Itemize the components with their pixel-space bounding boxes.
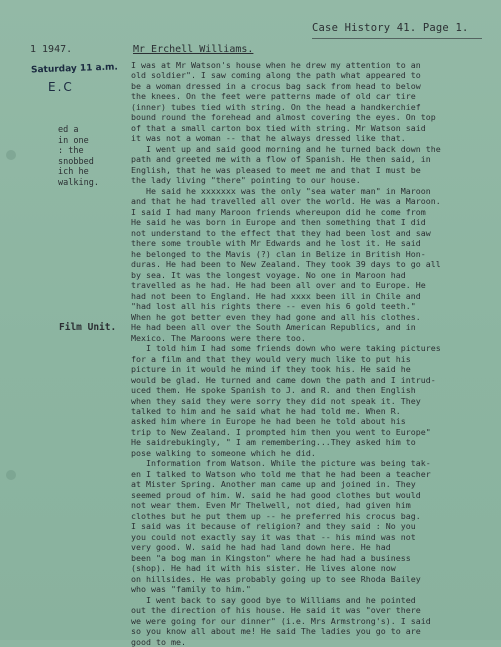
- body-line: out the direction of his house. He said it was "over there: [131, 605, 421, 616]
- body-line: Mexico. The Maroons were there too.: [131, 332, 306, 343]
- body-line: He said he was born in Europe and then something that I did: [131, 217, 426, 228]
- body-line: He had been all over the South American Republics, and in: [131, 322, 416, 333]
- body-line: not understand to the effect that they had been lost and saw: [131, 227, 431, 238]
- body-line: seemed proud of him. W. said he had good clothes but would: [131, 489, 421, 500]
- body-line: so you know all about me! He said The ladies you go to are: [131, 626, 421, 637]
- body-line: of that a small carton box tied with string. Mr Watson said: [131, 122, 426, 133]
- body-line: and that he had travelled all over the world. He was a Maroon.: [131, 196, 441, 207]
- body-line: would be glad. He turned and came down the path and I intrud-: [131, 374, 436, 385]
- header-underline: [312, 38, 482, 39]
- film-unit-heading: Film Unit.: [59, 322, 117, 333]
- body-line: talked to him and he said what he had told me. When R.: [131, 405, 401, 416]
- document-title: Mr Erchell Williams.: [133, 44, 254, 55]
- body-line: it was not a woman -- that he always dressed like that.: [131, 133, 406, 144]
- body-line: trip to New Zealand. I prompted him then you went to Europe": [131, 426, 431, 437]
- body-line: travelled as he had. He had been all over and to Europe. He: [131, 280, 426, 291]
- body-line: at Mister Spring. Another man came up and joined in. They: [131, 479, 416, 490]
- body-line: path and greeted me with a flow of Spanish. He then said, in: [131, 154, 431, 165]
- punch-hole: [6, 470, 16, 480]
- body-line: I told him I had some friends down who were taking pictures: [131, 343, 441, 354]
- body-line: he belonged to the Mavis (?) clan in Belize in British Hon-: [131, 248, 426, 259]
- body-line: on hillsides. He was probably going up to see Rhoda Bailey: [131, 573, 421, 584]
- body-line: English, that he was pleased to meet me and that I must be: [131, 164, 421, 175]
- body-line: I went back to say good bye to Williams and he pointed: [131, 594, 416, 605]
- body-line: by sea. It was the longest voyage. No one in Maroon had: [131, 269, 406, 280]
- body-line: we were going for our dinner" (i.e. Mrs Armstrong's). I said: [131, 615, 431, 626]
- body-line: (shop). He had it with his sister. He lives alone now: [131, 563, 396, 574]
- body-line: had not been to England. He had xxxx been ill in Chile and: [131, 290, 421, 301]
- body-line: duras. He had been to New Zealand. They took 39 days to go all: [131, 259, 441, 270]
- body-line: bound round the forehead and almost covering the eyes. On top: [131, 112, 436, 123]
- body-line: the knees. On the feet were patterns made of old car tire: [131, 91, 416, 102]
- body-line: en I talked to Watson who told me that he had been a teacher: [131, 468, 431, 479]
- body-line: I was at Mr Watson's house when he drew my attention to an: [131, 60, 421, 70]
- body-line: good to me.: [131, 636, 186, 647]
- body-line: asked him where in Europe he had been he told about his: [131, 416, 406, 427]
- body-line: be a woman dressed in a crocus bag sack from head to below: [131, 80, 421, 91]
- document-date: 1 1947.: [30, 44, 73, 55]
- body-line: you could not exactly say it was that -- his mind was not: [131, 531, 416, 542]
- body-text: [131, 60, 493, 647]
- body-line: when they said they were sorry they did not speak it. They: [131, 395, 421, 406]
- body-line: Information from Watson. While the picture was being tak-: [131, 458, 431, 469]
- case-reference: Case History 41. Page 1.: [312, 22, 469, 34]
- punch-hole: [6, 150, 16, 160]
- body-line: I said I had many Maroon friends whereupon did he come from: [131, 206, 426, 217]
- body-line: not wear them. Even Mr Thelwell, not died, had given him: [131, 500, 411, 511]
- body-line: He saidrebukingly, " I am remembering...They asked him to: [131, 437, 416, 448]
- body-line: the lady living "there" pointing to our house.: [131, 175, 361, 186]
- body-line: I said was it because of religion? and they said : No you: [131, 521, 416, 532]
- body-line: He said he xxxxxxx was the only "sea water man" in Maroon: [131, 185, 431, 196]
- body-line: picture in it would he mind if they took his. He said he: [131, 364, 411, 375]
- body-line: clothes but he put them up -- he preferred his crocus bag.: [131, 510, 421, 521]
- body-line: for a film and that they would very much like to put his: [131, 353, 411, 364]
- body-line: been "a bog man in Kingston" where he had had a business: [131, 552, 411, 563]
- body-line: who was "family to him.": [131, 584, 251, 595]
- body-line: old soldier". I saw coming along the path what appeared to: [131, 70, 421, 81]
- body-line: very good. W. said he had had land down here. He had: [131, 542, 391, 553]
- body-line: uced them. He spoke Spanish to J. and R. and then English: [131, 385, 416, 396]
- handwritten-time: Saturday 11 a.m.: [30, 62, 119, 76]
- margin-note: ed a in one : the snobbed ich he walking.: [58, 125, 99, 188]
- body-line: pose walking to someone which he did.: [131, 447, 316, 458]
- body-line: When he got better even they had gone and all his clothes.: [131, 311, 421, 322]
- body-line: (inner) tubes tied with string. On the head a handkerchief: [131, 101, 421, 112]
- handwritten-initials: E.C: [48, 80, 74, 94]
- body-line: there some trouble with Mr Edwards and he lost it. He said: [131, 238, 421, 249]
- body-line: "had lost all his rights there -- even his 6 gold teeth.": [131, 301, 416, 312]
- body-line: I went up and said good morning and he turned back down the: [131, 143, 441, 154]
